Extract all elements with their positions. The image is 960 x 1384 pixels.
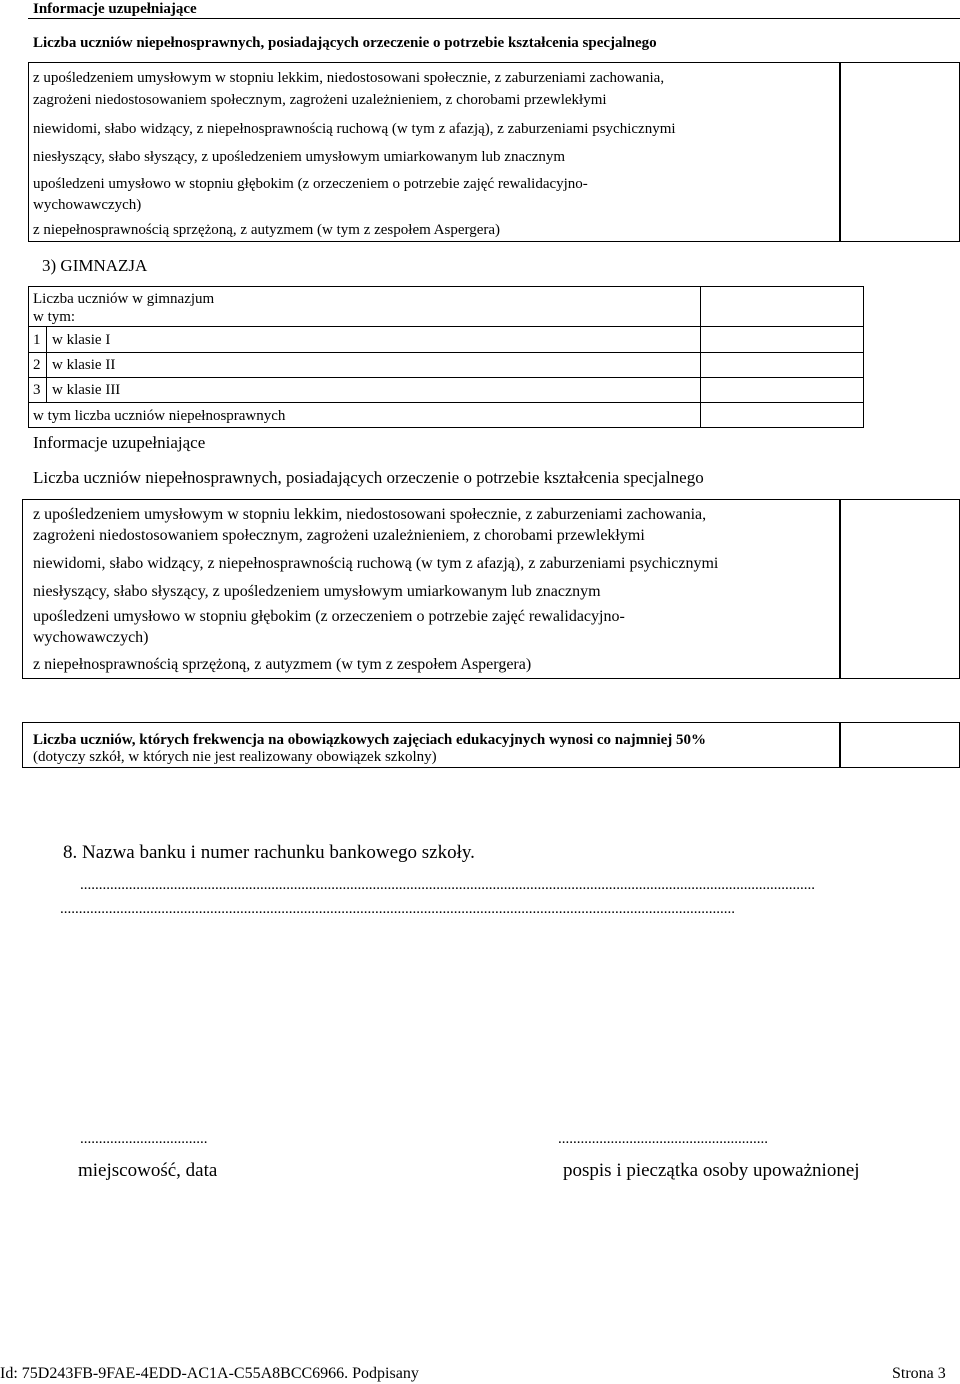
disabled-count-field[interactable] xyxy=(701,403,863,427)
section2-value-field[interactable] xyxy=(840,499,960,679)
section2-row4-line1: upośledzeni umysłowo w stopniu głębokim (z orzeczeniem o potrzebie zajęć rewalidacyjno- xyxy=(33,608,625,625)
class2-field[interactable] xyxy=(701,353,863,377)
section1-row4-line1: upośledzeni umysłowo w stopniu głębokim (z orzeczeniem o potrzebie zajęć rewalidacyjno- xyxy=(33,176,588,192)
bank-heading: 8. Nazwa banku i numer rachunku bankowego szkoły. xyxy=(63,842,475,863)
section1-row1-line2: zagrożeni niedostosowaniem społecznym, zagrożeni uzależnieniem, z chorobami przewlekłymi xyxy=(33,92,607,108)
gimnazja-heading: 3) GIMNAZJA xyxy=(42,256,148,275)
document-id: Id: 75D243FB-9FAE-4EDD-AC1A-C55A8BCC6966. Podpisany xyxy=(0,1365,419,1382)
section1-row1-line1: z upośledzeniem umysłowym w stopniu lekkim, niedostosowani społecznie, z zaburzeniami zachowania, xyxy=(33,70,665,86)
class-label: w klasie III xyxy=(52,382,121,398)
section2-row4-line2: wychowawczych) xyxy=(33,629,149,646)
class1-field[interactable] xyxy=(701,327,863,352)
disabled-label: w tym liczba uczniów niepełnosprawnych xyxy=(33,408,286,424)
section1-header: Informacje uzupełniające xyxy=(33,1,197,17)
divider xyxy=(46,326,47,402)
place-date-line[interactable]: .................................. xyxy=(80,1131,208,1147)
divider xyxy=(28,62,840,63)
section2-row3: niesłyszący, słabo słyszący, z upośledzeniem umysłowym umiarkowanym lub znacznym xyxy=(33,583,601,600)
class3-field[interactable] xyxy=(701,378,863,402)
section2-title: Liczba uczniów niepełnosprawnych, posiadających orzeczenie o potrzebie kształcenia specjalnego xyxy=(33,468,704,487)
section2-row1-line2: zagrożeni niedostosowaniem społecznym, zagrożeni uzależnieniem, z chorobami przewlekłymi xyxy=(33,527,645,544)
class-label: w klasie I xyxy=(52,332,111,348)
class-label: w klasie II xyxy=(52,357,116,373)
section2-header: Informacje uzupełniające xyxy=(33,433,206,452)
class-num: 3 xyxy=(33,382,41,398)
attendance-note: (dotyczy szkół, w których nie jest realizowany obowiązek szkolny) xyxy=(33,749,437,765)
section1-title: Liczba uczniów niepełnosprawnych, posiadających orzeczenie o potrzebie kształcenia specjalnego xyxy=(33,35,657,51)
page-number: Strona 3 xyxy=(892,1365,946,1382)
gimnazja-w-tym: w tym: xyxy=(33,309,76,325)
bank-dotted-line[interactable]: .................................................................................................................................................................................... xyxy=(60,901,735,917)
bank-dotted-line[interactable]: .................................................................................................................................................................................................... xyxy=(80,877,815,893)
gimnazja-count-field[interactable] xyxy=(701,287,863,326)
signature-label: pospis i pieczątka osoby upoważnionej xyxy=(563,1160,860,1181)
attendance-label: Liczba uczniów, których frekwencja na obowiązkowych zajęciach edukacyjnych wynosi co najmniej 50% xyxy=(33,732,707,748)
section2-row5: z niepełnosprawnością sprzężoną, z autyzmem (w tym z zespołem Aspergera) xyxy=(33,656,532,673)
gimnazja-count-label: Liczba uczniów w gimnazjum xyxy=(33,291,215,307)
section1-row2: niewidomi, słabo widzący, z niepełnosprawnością ruchową (w tym z afazją), z zaburzeniami psychicznymi xyxy=(33,121,676,137)
class-num: 1 xyxy=(33,332,41,348)
section1-row5: z niepełnosprawnością sprzężoną, z autyzmem (w tym z zespołem Aspergera) xyxy=(33,222,501,238)
section1-row4-line2: wychowawczych) xyxy=(33,197,142,213)
divider xyxy=(28,18,960,19)
place-date-label: miejscowość, data xyxy=(78,1160,218,1181)
section2-row1-line1: z upośledzeniem umysłowym w stopniu lekkim, niedostosowani społecznie, z zaburzeniami zachowania, xyxy=(33,506,707,523)
attendance-value-field[interactable] xyxy=(840,722,960,768)
section1-value-field[interactable] xyxy=(840,62,960,242)
signature-line[interactable]: ........................................................ xyxy=(558,1131,768,1147)
class-num: 2 xyxy=(33,357,41,373)
section1-row3: niesłyszący, słabo słyszący, z upośledzeniem umysłowym umiarkowanym lub znacznym xyxy=(33,149,566,165)
section2-row2: niewidomi, słabo widzący, z niepełnosprawnością ruchową (w tym z afazją), z zaburzeniami psychicznymi xyxy=(33,555,719,572)
